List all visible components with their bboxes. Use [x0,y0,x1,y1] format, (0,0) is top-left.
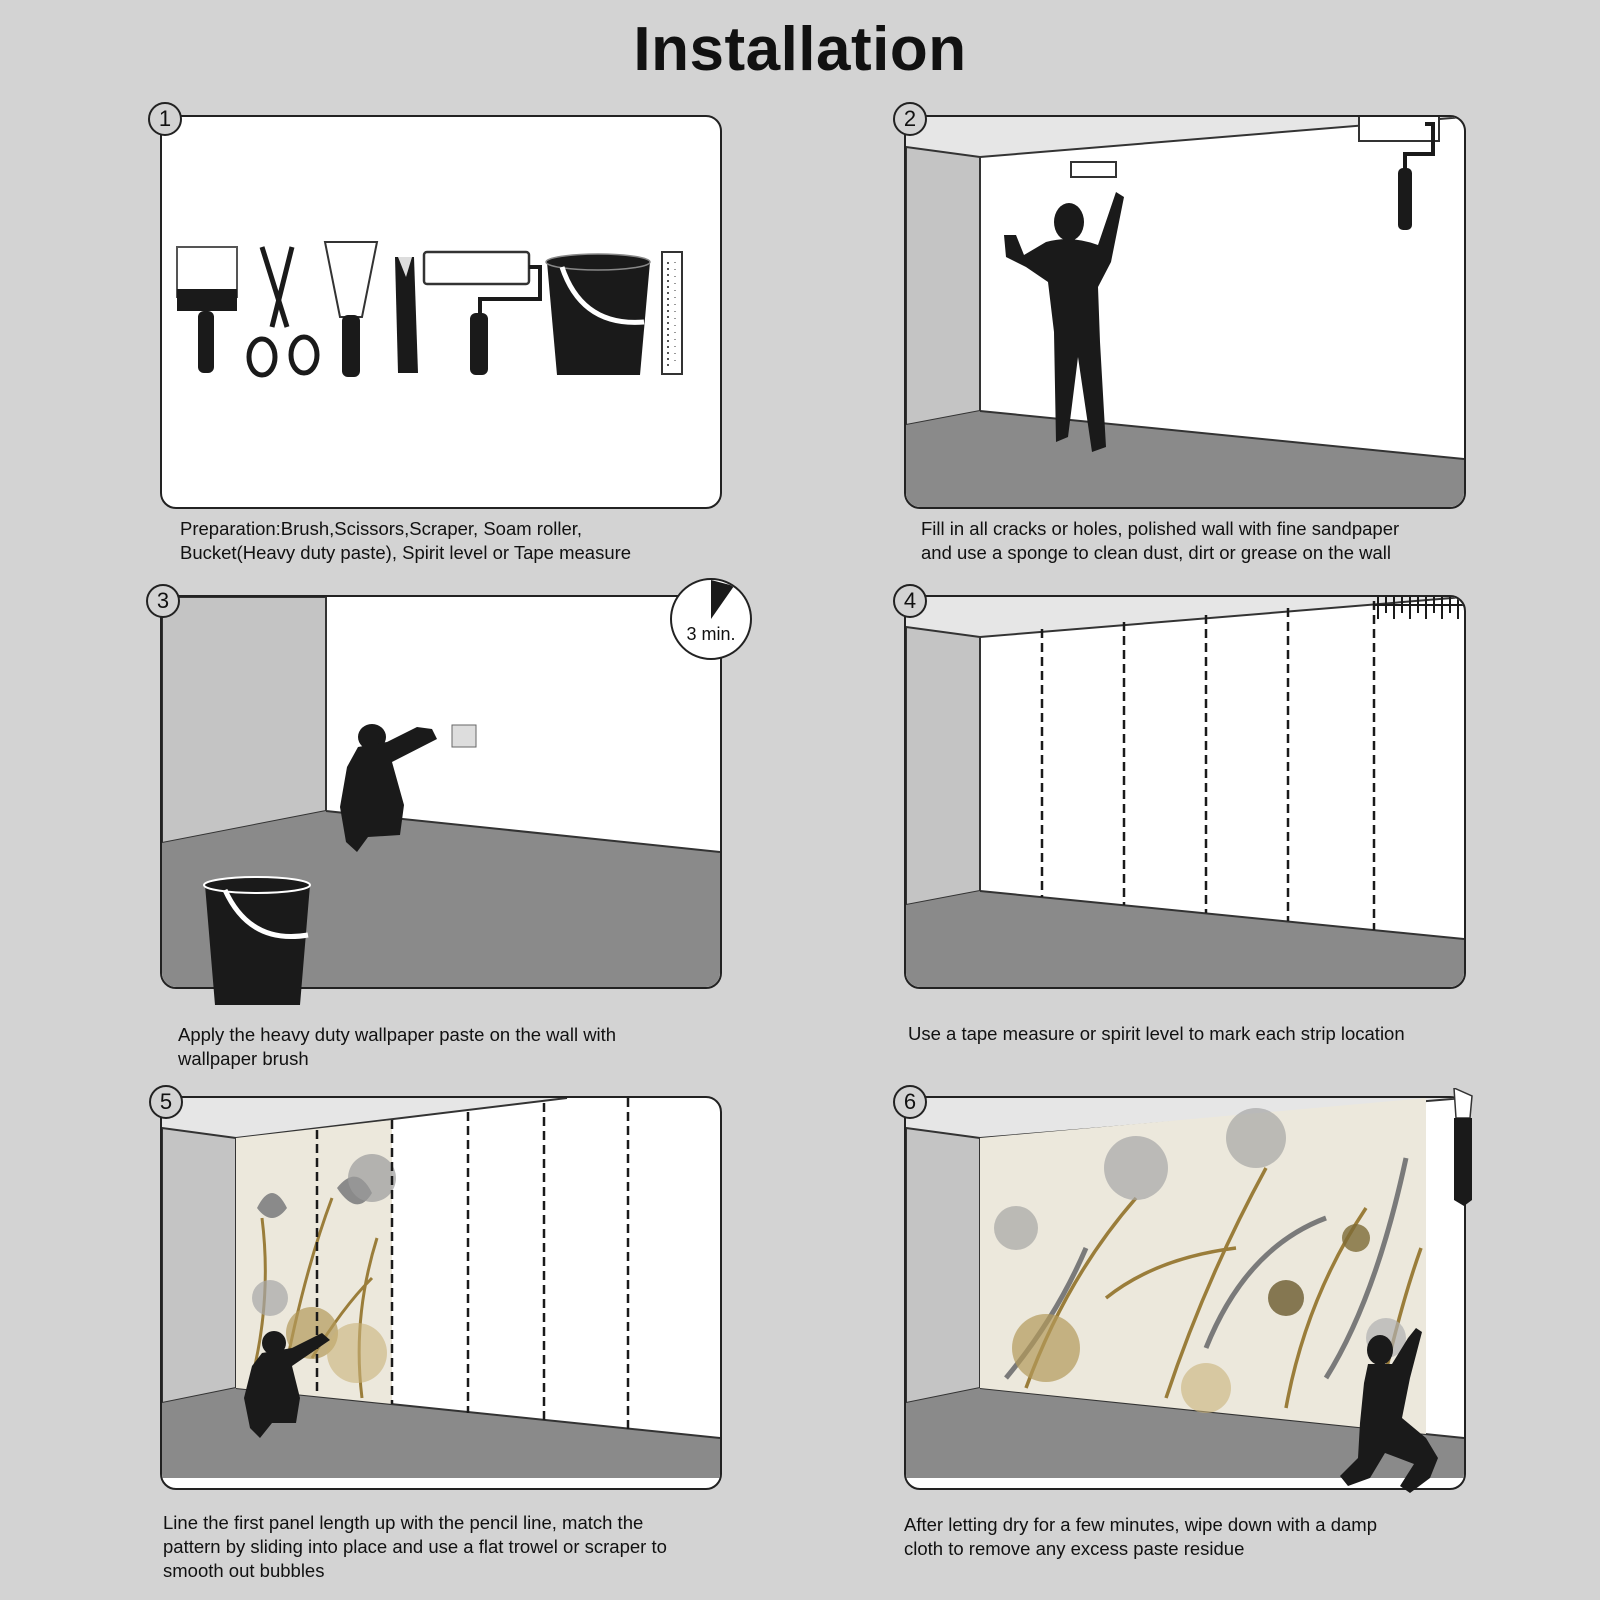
step-6-caption: After letting dry for a few minutes, wipe down with a damp cloth to remove any excess paste residue [904,1514,1377,1559]
step-2-illustration [904,115,1466,509]
step-number-2: 2 [893,102,927,136]
step-number-4: 4 [893,584,927,618]
bucket-icon [546,254,650,375]
step-number-6: 6 [893,1085,927,1119]
step-2-caption: Fill in all cracks or holes, polished wall with fine sandpaper and use a sponge to clean dust, dirt or grease on the wall [921,518,1400,563]
roller-handle-icon [1395,118,1435,238]
step-1-illustration [160,115,722,509]
step-number-1: 1 [148,102,182,136]
step-4-caption: Use a tape measure or spirit level to mark each strip location [908,1023,1405,1044]
person-silhouette [1330,1328,1450,1508]
spirit-level-icon [662,252,682,374]
step-number-5: 5 [149,1085,183,1119]
timer-label: 3 min. [686,624,736,644]
step-5-caption: Line the first panel length up with the pencil line, match the pattern by sliding into place and use a flat trowel or scraper to smooth out bubbles [163,1512,667,1581]
bucket-icon [200,875,320,1005]
timer-icon [670,578,752,660]
knife-icon [395,257,418,373]
page-title: Installation [633,15,967,84]
step-1-caption: Preparation:Brush,Scissors,Scraper, Soam roller, Bucket(Heavy duty paste), Spirit level or Tape measure [180,518,632,563]
strip-guide-lines [1042,601,1374,930]
step-4-illustration [904,595,1466,989]
paint-roller-icon [424,252,540,375]
knife-icon [1448,1088,1478,1208]
scissors-icon [249,247,317,375]
step-5-illustration [160,1096,722,1490]
scraper-icon [325,242,377,377]
brush-icon [177,247,237,373]
person-silhouette [1004,192,1124,452]
step-number-3: 3 [146,584,180,618]
step-3-caption: Apply the heavy duty wallpaper paste on the wall with wallpaper brush [178,1024,617,1069]
